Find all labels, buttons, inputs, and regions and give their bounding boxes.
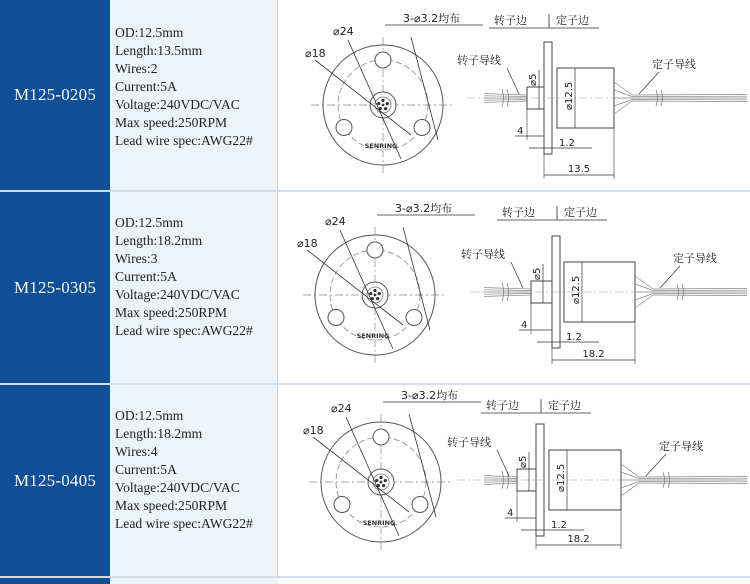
technical-drawing <box>279 385 750 576</box>
drawing-svg <box>279 385 750 576</box>
total-length-label: 18.2 <box>567 534 590 545</box>
model-number: M125-0205 <box>0 0 110 190</box>
stator-side-label: 定子边 <box>564 206 597 219</box>
spec-line: Current:5A <box>115 269 177 284</box>
side-view <box>447 398 747 549</box>
product-row <box>0 0 750 190</box>
spec-line: Voltage:240VDC/VAC <box>115 480 240 495</box>
spec-line: Current:5A <box>115 79 177 94</box>
outer-diameter-label: ⌀24 <box>333 25 354 38</box>
next-row-partial <box>0 578 750 584</box>
brand-label: SENRING <box>356 332 390 340</box>
product-row <box>0 385 750 576</box>
spec-line: Wires:2 <box>115 61 158 76</box>
side-view <box>461 205 747 364</box>
flange-thickness-label: 4 <box>507 508 514 519</box>
side-view <box>457 13 747 179</box>
mounting-hole <box>328 310 344 326</box>
front-view <box>303 388 481 550</box>
product-row <box>0 192 750 383</box>
front-view <box>297 201 475 363</box>
gap-label: 1.2 <box>551 520 567 531</box>
rotor-side-label: 转子边 <box>486 399 519 412</box>
spec-list <box>110 192 278 383</box>
total-length-label: 13.5 <box>567 164 591 175</box>
spec-line: Wires:3 <box>115 251 158 266</box>
stator-wire-label: 定子导线 <box>652 58 696 71</box>
mounting-hole <box>367 242 383 258</box>
rotor-wire-label: 转子导线 <box>447 436 491 449</box>
body-diameter-label: ⌀12.5 <box>564 81 575 110</box>
flange-thickness-label: 4 <box>521 320 528 331</box>
body-diameter-label: ⌀12.5 <box>556 463 567 492</box>
holes-label: 3-⌀3.2均布 <box>395 202 453 215</box>
spec-line: Max speed:250RPM <box>115 115 228 130</box>
outer-diameter-label: ⌀24 <box>325 215 346 228</box>
mounting-hole <box>336 120 352 136</box>
stator-side-label: 定子边 <box>556 14 589 27</box>
spec-line: Lead wire spec:AWG22# <box>115 323 253 338</box>
pcd-diameter-label: ⌀18 <box>297 237 318 250</box>
mounting-hole <box>406 310 422 326</box>
stator-wire-label: 定子导线 <box>659 440 703 453</box>
stator-wire-label: 定子导线 <box>673 252 717 265</box>
technical-drawing <box>279 0 750 190</box>
spec-line: Wires:4 <box>115 444 158 459</box>
spec-line: Length:18.2mm <box>115 233 203 248</box>
spec-line: Lead wire spec:AWG22# <box>115 133 253 148</box>
flange-thickness-label: 4 <box>517 126 524 137</box>
spec-line: Length:18.2mm <box>115 426 203 441</box>
mounting-hole <box>412 497 428 513</box>
model-number: M125-0305 <box>0 192 110 383</box>
mounting-hole <box>334 497 350 513</box>
spec-line: Max speed:250RPM <box>115 498 228 513</box>
spec-line: Current:5A <box>115 462 177 477</box>
spec-line: Voltage:240VDC/VAC <box>115 97 240 112</box>
spec-line: OD:12.5mm <box>115 215 184 230</box>
brand-label: SENRING <box>362 519 396 527</box>
holes-label: 3-⌀3.2均布 <box>401 389 459 402</box>
mounting-hole <box>414 120 430 136</box>
spec-list <box>110 385 278 576</box>
mounting-hole <box>375 52 391 68</box>
pcd-diameter-label: ⌀18 <box>305 47 326 60</box>
stator-side-label: 定子边 <box>548 399 581 412</box>
gap-label: 1.2 <box>566 332 582 343</box>
rotor-side-label: 转子边 <box>502 206 535 219</box>
shaft-diameter-label: ⌀5 <box>518 455 529 468</box>
model-number: M125-0405 <box>0 385 110 576</box>
drawing-svg <box>279 192 750 383</box>
shaft-diameter-label: ⌀5 <box>532 267 543 280</box>
drawing-svg <box>279 0 750 190</box>
front-view <box>305 11 483 173</box>
rotor-side-label: 转子边 <box>494 14 527 27</box>
gap-label: 1.2 <box>559 138 575 149</box>
brand-label: SENRING <box>364 142 398 150</box>
rotor-wire-label: 转子导线 <box>457 54 501 67</box>
pcd-diameter-label: ⌀18 <box>303 424 324 437</box>
spec-line: Length:13.5mm <box>115 43 203 58</box>
holes-label: 3-⌀3.2均布 <box>403 12 461 25</box>
rotor-wire-label: 转子导线 <box>461 248 505 261</box>
body-diameter-label: ⌀12.5 <box>571 275 582 304</box>
spec-line: OD:12.5mm <box>115 408 184 423</box>
outer-diameter-label: ⌀24 <box>331 402 352 415</box>
shaft-diameter-label: ⌀5 <box>528 73 539 86</box>
technical-drawing <box>279 192 750 383</box>
spec-line: OD:12.5mm <box>115 25 184 40</box>
total-length-label: 18.2 <box>582 349 605 360</box>
mounting-hole <box>373 429 389 445</box>
spec-line: Max speed:250RPM <box>115 305 228 320</box>
spec-line: Voltage:240VDC/VAC <box>115 287 240 302</box>
spec-line: Lead wire spec:AWG22# <box>115 516 253 531</box>
spec-list <box>110 0 278 190</box>
